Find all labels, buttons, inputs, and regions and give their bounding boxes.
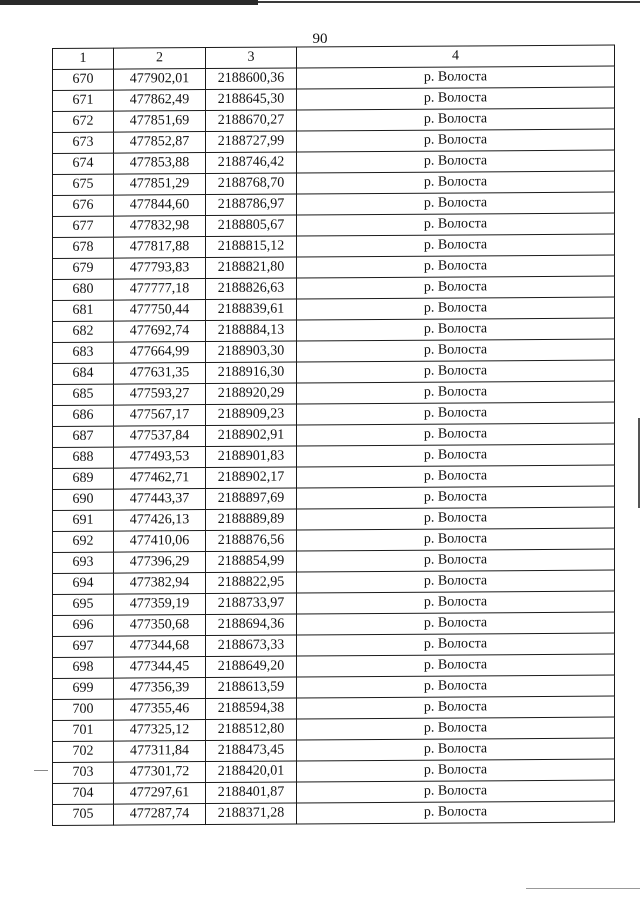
coord-y-cell: 2188909,23 [206, 404, 297, 426]
scan-artifact-line [526, 888, 640, 889]
object-name-cell: р. Волоста [297, 360, 615, 383]
object-name-cell: р. Волоста [297, 570, 615, 593]
point-number-cell: 699 [53, 678, 114, 699]
coord-y-cell: 2188613,59 [206, 677, 297, 699]
coord-x-cell: 477631,35 [114, 363, 206, 385]
object-name-cell: р. Волоста [297, 171, 615, 194]
object-name-cell: р. Волоста [297, 87, 615, 110]
point-number-cell: 697 [53, 636, 114, 657]
header-col-4: 4 [297, 45, 615, 68]
coord-x-cell: 477301,72 [114, 762, 206, 784]
scan-artifact-dash [34, 770, 48, 771]
coord-y-cell: 2188805,67 [206, 215, 297, 237]
point-number-cell: 689 [53, 468, 114, 489]
coord-x-cell: 477493,53 [114, 447, 206, 469]
coord-x-cell: 477356,39 [114, 678, 206, 700]
point-number-cell: 677 [53, 216, 114, 237]
coordinates-table [52, 45, 615, 826]
coord-x-cell: 477844,60 [114, 195, 206, 217]
top-border-rule-thin [258, 1, 640, 3]
coord-y-cell: 2188916,30 [206, 362, 297, 384]
object-name-cell: р. Волоста [297, 612, 615, 635]
coord-y-cell: 2188920,29 [206, 383, 297, 405]
point-number-cell: 703 [53, 762, 114, 783]
point-number-cell: 693 [53, 552, 114, 573]
coord-x-cell: 477692,74 [114, 321, 206, 343]
coord-x-cell: 477750,44 [114, 300, 206, 322]
coord-y-cell: 2188371,28 [206, 803, 297, 825]
point-number-cell: 670 [53, 69, 114, 90]
object-name-cell: р. Волоста [297, 717, 615, 740]
object-name-cell: р. Волоста [297, 633, 615, 656]
coord-x-cell: 477410,06 [114, 531, 206, 553]
coord-y-cell: 2188673,33 [206, 635, 297, 657]
point-number-cell: 690 [53, 489, 114, 510]
point-number-cell: 682 [53, 321, 114, 342]
coord-x-cell: 477593,27 [114, 384, 206, 406]
object-name-cell: р. Волоста [297, 486, 615, 509]
coord-x-cell: 477344,45 [114, 657, 206, 679]
coord-y-cell: 2188839,61 [206, 299, 297, 321]
coord-y-cell: 2188473,45 [206, 740, 297, 762]
point-number-cell: 684 [53, 363, 114, 384]
object-name-cell: р. Волоста [297, 234, 615, 257]
coord-y-cell: 2188401,87 [206, 782, 297, 804]
point-number-cell: 676 [53, 195, 114, 216]
coord-x-cell: 477426,13 [114, 510, 206, 532]
coord-y-cell: 2188649,20 [206, 656, 297, 678]
coord-y-cell: 2188733,97 [206, 593, 297, 615]
header-col-3: 3 [206, 47, 297, 69]
object-name-cell: р. Волоста [297, 108, 615, 131]
object-name-cell: р. Волоста [297, 255, 615, 278]
object-name-cell: р. Волоста [297, 192, 615, 215]
coord-x-cell: 477832,98 [114, 216, 206, 238]
coord-y-cell: 2188746,42 [206, 152, 297, 174]
coord-x-cell: 477853,88 [114, 153, 206, 175]
coord-y-cell: 2188889,89 [206, 509, 297, 531]
object-name-cell: р. Волоста [297, 444, 615, 467]
coord-y-cell: 2188903,30 [206, 341, 297, 363]
point-number-cell: 688 [53, 447, 114, 468]
object-name-cell: р. Волоста [297, 66, 615, 89]
point-number-cell: 680 [53, 279, 114, 300]
object-name-cell: р. Волоста [297, 318, 615, 341]
object-name-cell: р. Волоста [297, 402, 615, 425]
point-number-cell: 700 [53, 699, 114, 720]
coord-x-cell: 477777,18 [114, 279, 206, 301]
coord-x-cell: 477851,29 [114, 174, 206, 196]
coord-y-cell: 2188815,12 [206, 236, 297, 258]
coord-x-cell: 477852,87 [114, 132, 206, 154]
coord-x-cell: 477311,84 [114, 741, 206, 763]
object-name-cell: р. Волоста [297, 129, 615, 152]
table-row [53, 801, 615, 825]
coord-y-cell: 2188897,69 [206, 488, 297, 510]
point-number-cell: 705 [53, 804, 114, 825]
point-number-cell: 681 [53, 300, 114, 321]
point-number-cell: 674 [53, 153, 114, 174]
coord-y-cell: 2188884,13 [206, 320, 297, 342]
point-number-cell: 686 [53, 405, 114, 426]
coord-x-cell: 477443,37 [114, 489, 206, 511]
coord-x-cell: 477817,88 [114, 237, 206, 259]
object-name-cell: р. Волоста [297, 528, 615, 551]
point-number-cell: 687 [53, 426, 114, 447]
coord-y-cell: 2188645,30 [206, 89, 297, 111]
object-name-cell: р. Волоста [297, 465, 615, 488]
coord-y-cell: 2188670,27 [206, 110, 297, 132]
coord-y-cell: 2188902,17 [206, 467, 297, 489]
point-number-cell: 685 [53, 384, 114, 405]
coord-y-cell: 2188902,91 [206, 425, 297, 447]
coord-x-cell: 477851,69 [114, 111, 206, 133]
coord-x-cell: 477382,94 [114, 573, 206, 595]
point-number-cell: 672 [53, 111, 114, 132]
object-name-cell: р. Волоста [297, 591, 615, 614]
coord-y-cell: 2188821,80 [206, 257, 297, 279]
coord-x-cell: 477793,83 [114, 258, 206, 280]
point-number-cell: 696 [53, 615, 114, 636]
coord-y-cell: 2188512,80 [206, 719, 297, 741]
point-number-cell: 701 [53, 720, 114, 741]
coord-x-cell: 477297,61 [114, 783, 206, 805]
point-number-cell: 671 [53, 90, 114, 111]
coord-x-cell: 477462,71 [114, 468, 206, 490]
coord-y-cell: 2188786,97 [206, 194, 297, 216]
point-number-cell: 694 [53, 573, 114, 594]
point-number-cell: 698 [53, 657, 114, 678]
coord-y-cell: 2188876,56 [206, 530, 297, 552]
coord-x-cell: 477359,19 [114, 594, 206, 616]
object-name-cell: р. Волоста [297, 423, 615, 446]
point-number-cell: 702 [53, 741, 114, 762]
object-name-cell: р. Волоста [297, 780, 615, 803]
coord-y-cell: 2188854,99 [206, 551, 297, 573]
coord-x-cell: 477355,46 [114, 699, 206, 721]
object-name-cell: р. Волоста [297, 276, 615, 299]
coord-y-cell: 2188594,38 [206, 698, 297, 720]
coord-y-cell: 2188826,63 [206, 278, 297, 300]
header-col-1: 1 [53, 48, 114, 69]
object-name-cell: р. Волоста [297, 738, 615, 761]
coord-y-cell: 2188768,70 [206, 173, 297, 195]
point-number-cell: 704 [53, 783, 114, 804]
object-name-cell: р. Волоста [297, 213, 615, 236]
object-name-cell: р. Волоста [297, 507, 615, 530]
coord-y-cell: 2188694,36 [206, 614, 297, 636]
coord-x-cell: 477287,74 [114, 804, 206, 826]
coord-y-cell: 2188822,95 [206, 572, 297, 594]
object-name-cell: р. Волоста [297, 696, 615, 719]
coord-y-cell: 2188600,36 [206, 68, 297, 90]
point-number-cell: 675 [53, 174, 114, 195]
point-number-cell: 678 [53, 237, 114, 258]
coord-x-cell: 477350,68 [114, 615, 206, 637]
coord-x-cell: 477862,49 [114, 90, 206, 112]
object-name-cell: р. Волоста [297, 297, 615, 320]
coord-x-cell: 477567,17 [114, 405, 206, 427]
point-number-cell: 679 [53, 258, 114, 279]
coord-x-cell: 477344,68 [114, 636, 206, 658]
point-number-cell: 683 [53, 342, 114, 363]
point-number-cell: 695 [53, 594, 114, 615]
top-border-rule [0, 0, 258, 5]
page-number: 90 [312, 31, 328, 47]
object-name-cell: р. Волоста [297, 339, 615, 362]
coord-x-cell: 477396,29 [114, 552, 206, 574]
object-name-cell: р. Волоста [297, 675, 615, 698]
object-name-cell: р. Волоста [297, 801, 615, 824]
coord-x-cell: 477902,01 [114, 69, 206, 91]
coord-y-cell: 2188901,83 [206, 446, 297, 468]
table-body [53, 66, 615, 825]
coord-y-cell: 2188420,01 [206, 761, 297, 783]
header-col-2: 2 [114, 48, 206, 70]
coord-x-cell: 477537,84 [114, 426, 206, 448]
object-name-cell: р. Волоста [297, 150, 615, 173]
object-name-cell: р. Волоста [297, 549, 615, 572]
object-name-cell: р. Волоста [297, 759, 615, 782]
point-number-cell: 673 [53, 132, 114, 153]
coord-x-cell: 477325,12 [114, 720, 206, 742]
coord-x-cell: 477664,99 [114, 342, 206, 364]
point-number-cell: 691 [53, 510, 114, 531]
object-name-cell: р. Волоста [297, 381, 615, 404]
object-name-cell: р. Волоста [297, 654, 615, 677]
point-number-cell: 692 [53, 531, 114, 552]
coord-y-cell: 2188727,99 [206, 131, 297, 153]
